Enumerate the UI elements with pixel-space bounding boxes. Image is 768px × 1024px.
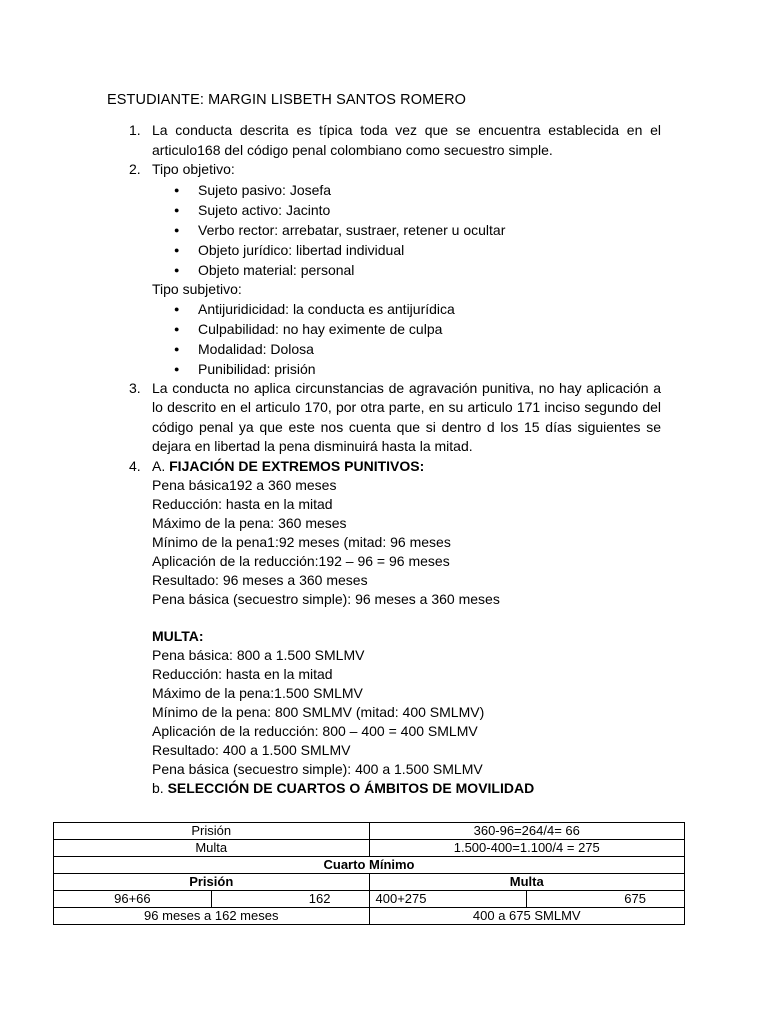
- pena-line: Aplicación de la reducción:192 – 96 = 96 meses: [152, 552, 450, 569]
- item-1-text: La conducta descrita es típica toda vez que se encuentra establecida en el articulo168 del código penal colombiano como secuestro simple.: [152, 122, 661, 158]
- table-cell: 675: [527, 891, 685, 908]
- prision-header: Prisión: [54, 874, 370, 891]
- student-name: ESTUDIANTE: MARGIN LISBETH SANTOS ROMERO: [107, 92, 467, 108]
- table-cell: 96+66: [54, 891, 212, 908]
- table-row: [54, 840, 685, 857]
- table-cell: 96 meses a 162 meses: [54, 908, 370, 925]
- pena-line: Resultado: 96 meses a 360 meses: [152, 571, 368, 588]
- section-b-heading: [152, 779, 661, 798]
- list-item-3: [129, 379, 661, 457]
- bullet-item: ● Sujeto activo: Jacinto: [174, 200, 661, 220]
- multa-line: Aplicación de la reducción: 800 – 400 = 400 SMLMV: [152, 722, 478, 739]
- table-cell: 360-96=264/4= 66: [369, 823, 685, 840]
- table-cell: Prisión: [54, 823, 370, 840]
- pena-line: Reducción: hasta en la mitad: [152, 495, 333, 512]
- multa-heading: MULTA:: [152, 627, 204, 644]
- cuarto-minimo-header: Cuarto Mínimo: [54, 857, 685, 874]
- list-item-4: [129, 457, 661, 798]
- multa-line: Máximo de la pena:1.500 SMLMV: [152, 684, 363, 701]
- multa-line: Pena básica: 800 a 1.500 SMLMV: [152, 646, 365, 663]
- item-3-text: La conducta no aplica circunstancias de agravación punitiva, no hay aplicación a lo descrito en el articulo 170, por otra parte, en su articulo 171 inciso segundo del código penal ya que este nos cuenta que si dentro d los 15 días siguientes se dejara en libertad la pena disminuirá hasta la mitad.: [152, 379, 661, 454]
- subjetivo-list: [152, 299, 661, 379]
- tipo-subjetivo-label: Tipo subjetivo:: [152, 280, 242, 297]
- pena-line: Pena básica192 a 360 meses: [152, 476, 337, 493]
- pena-line: Mínimo de la pena1:92 meses (mitad: 96 meses: [152, 533, 451, 550]
- multa-line: Mínimo de la pena: 800 SMLMV (mitad: 400 SMLMV): [152, 703, 485, 720]
- table-row: [54, 908, 685, 925]
- objetivo-list: [152, 180, 661, 280]
- item-number: 4.: [129, 457, 141, 474]
- item-number: 2.: [129, 161, 141, 177]
- section-a-prefix: A.: [152, 457, 166, 474]
- section-b-prefix: b.: [152, 779, 164, 796]
- section-b-title: SELECCIÓN DE CUARTOS O ÁMBITOS DE MOVILIDAD: [167, 779, 535, 796]
- pena-line: Máximo de la pena: 360 meses: [152, 514, 347, 531]
- bullet-item: ● Modalidad: Dolosa: [174, 339, 661, 359]
- multa-line: Reducción: hasta en la mitad: [152, 665, 333, 682]
- bullet-item: ● Sujeto pasivo: Josefa: [174, 180, 661, 200]
- bullet-item: ● Objeto jurídico: libertad individual: [174, 240, 661, 260]
- ambitos-table: [53, 822, 685, 925]
- bullet-item: ● Culpabilidad: no hay eximente de culpa: [174, 319, 661, 339]
- pena-line: Pena básica (secuestro simple): 96 meses a 360 meses: [152, 590, 500, 607]
- document-body: [129, 121, 661, 798]
- bullet-item: ● Antijuridicidad: la conducta es antijurídica: [174, 299, 661, 319]
- table-cell: 400 a 675 SMLMV: [369, 908, 685, 925]
- table-row: [54, 857, 685, 874]
- multa-line: Pena básica (secuestro simple): 400 a 1.500 SMLMV: [152, 760, 483, 777]
- bullet-item: ● Objeto material: personal: [174, 260, 661, 280]
- item-number: 3.: [129, 379, 141, 396]
- table-row: [54, 874, 685, 891]
- table-row: [54, 823, 685, 840]
- table-cell: 1.500-400=1.100/4 = 275: [369, 840, 685, 857]
- tipo-objetivo-label: Tipo objetivo:: [152, 161, 235, 177]
- multa-header: Multa: [369, 874, 685, 891]
- bullet-item: ● Punibilidad: prisión: [174, 359, 661, 379]
- section-a-heading: [152, 457, 661, 476]
- list-item-2: [129, 160, 661, 379]
- multa-line: Resultado: 400 a 1.500 SMLMV: [152, 741, 351, 758]
- item-number: 1.: [129, 122, 141, 138]
- bullet-item: ● Verbo rector: arrebatar, sustraer, retener u ocultar: [174, 220, 661, 240]
- list-item-1: [129, 121, 661, 160]
- table-cell: 162: [211, 891, 369, 908]
- table-row: [54, 891, 685, 908]
- section-a-title: FIJACIÓN DE EXTREMOS PUNITIVOS:: [169, 457, 425, 474]
- table-cell: Multa: [54, 840, 370, 857]
- table-cell: 400+275: [369, 891, 527, 908]
